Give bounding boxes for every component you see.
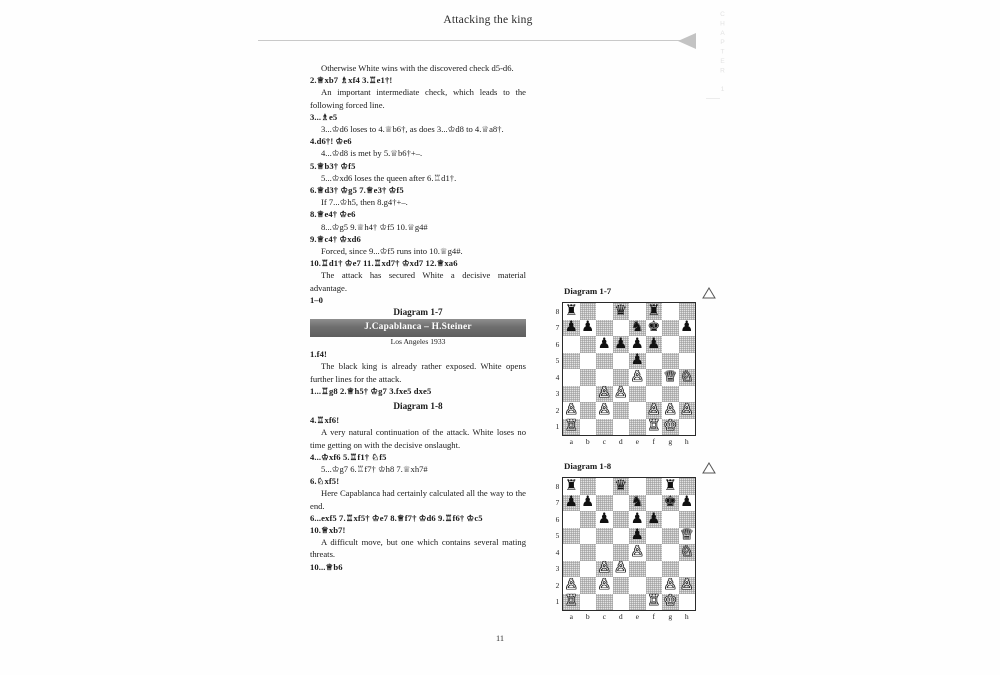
move-line: 6.♕d3† ♔g5 7.♕e3† ♔f5 [310,185,404,196]
square-a7 [563,495,580,512]
square-e5 [629,353,646,370]
piece-wp: ♙ [597,385,611,401]
square-e6 [629,511,646,528]
move-line: 2.♕xb7 ♗xf4 3.♖e1†! [310,75,393,86]
commentary-paragraph: The attack has secured White a decisive material advantage. [310,270,526,293]
move-line: 1...♖g8 2.♕h5† ♔g7 3.fxe5 dxe5 [310,385,432,396]
square-a4 [563,544,580,561]
piece-bp: ♟ [630,527,644,543]
square-f6 [646,511,663,528]
piece-wr: ♖ [564,593,578,609]
square-h4 [679,369,696,386]
square-h4 [679,544,696,561]
square-d6 [613,511,630,528]
square-b1 [580,419,597,436]
text-column [310,62,526,573]
square-e2 [629,577,646,594]
file-label: g [668,437,673,446]
square-h6 [679,511,696,528]
square-b2 [580,577,597,594]
rank-label: 8 [555,306,560,316]
square-d5 [613,528,630,545]
piece-bp: ♟ [647,510,661,527]
move-line: 8.♕e4† ♔e6 [310,209,356,220]
piece-wq: ♕ [680,527,694,543]
square-e8 [629,478,646,495]
rank-label: 6 [555,339,560,349]
piece-bp: ♟ [614,335,628,352]
page-number: 11 [495,634,505,643]
piece-wr: ♖ [647,418,661,434]
piece-bp: ♟ [564,494,578,510]
square-h2 [679,402,696,419]
square-c3 [596,561,613,578]
square-g1 [662,419,679,436]
square-c4 [596,369,613,386]
diagram-caption: Diagram 1-8 [393,401,443,412]
square-g1 [662,594,679,611]
move-line: 6.♘xf5! [310,476,340,487]
square-g8 [662,478,679,495]
square-f7 [646,495,663,512]
piece-wn: ♘ [680,543,694,560]
piece-wp: ♙ [564,576,578,593]
square-c6 [596,511,613,528]
square-a7 [563,320,580,337]
rank-labels [553,303,562,435]
square-c5 [596,353,613,370]
commentary-paragraph: An important intermediate check, which leads to the following forced line. [310,87,526,110]
square-f7 [646,320,663,337]
square-h7 [679,495,696,512]
square-a5 [563,353,580,370]
square-d4 [613,369,630,386]
commentary-paragraph: A difficult move, but one which contains several mating threats. [310,537,526,560]
piece-wp: ♙ [597,576,611,593]
square-b4 [580,544,597,561]
rank-label: 7 [555,498,560,508]
piece-br: ♜ [564,477,578,494]
piece-wn: ♘ [680,368,694,385]
piece-wp: ♙ [663,576,677,593]
square-e6 [629,336,646,353]
variation-line: 5...♔xd6 loses the queen after 6.♖d1†. [321,172,457,183]
square-c4 [596,544,613,561]
square-e7 [629,320,646,337]
square-c7 [596,320,613,337]
square-b6 [580,336,597,353]
square-h5 [679,528,696,545]
move-line: 4.d6†! ♔e6 [310,136,352,147]
commentary-paragraph: The black king is already rather exposed. White opens further lines for the attack. [310,361,526,384]
square-a3 [563,386,580,403]
rank-label: 2 [555,580,560,590]
square-g4 [662,544,679,561]
piece-wr: ♖ [647,593,661,609]
square-h5 [679,353,696,370]
piece-wp: ♙ [614,560,628,576]
file-label: h [684,437,689,446]
piece-bp: ♟ [630,335,644,352]
square-e3 [629,386,646,403]
square-b5 [580,353,597,370]
square-h8 [679,303,696,320]
chess-diagram-1-7 [555,286,704,451]
square-h3 [679,386,696,403]
file-labels [563,612,697,626]
square-f2 [646,577,663,594]
piece-bp: ♟ [581,494,595,510]
square-g7 [662,320,679,337]
square-a2 [563,577,580,594]
square-b2 [580,402,597,419]
square-c8 [596,303,613,320]
variation-line: 4...♔d8 is met by 5.♕b6†+–. [321,148,423,159]
square-f3 [646,386,663,403]
square-f8 [646,303,663,320]
piece-bp: ♟ [630,352,644,368]
square-d2 [613,402,630,419]
square-d8 [613,478,630,495]
piece-wp: ♙ [614,385,628,401]
piece-wk: ♔ [663,593,677,609]
rank-label: 3 [555,389,560,399]
square-a3 [563,561,580,578]
diagram-caption: Diagram 1-7 [393,307,443,318]
piece-bp: ♟ [564,319,578,335]
move-line: 4...♔xf6 5.♖f1† ♘f5 [310,451,387,462]
variation-line: 5...♔g7 6.♖f7† ♔h8 7.♕xh7# [321,463,428,474]
file-label: e [635,612,639,621]
chess-diagram-1-8 [555,461,704,626]
piece-wp: ♙ [663,401,677,418]
file-label: d [618,612,623,621]
square-c1 [596,594,613,611]
piece-bp: ♟ [597,510,611,527]
piece-bk: ♚ [647,319,661,335]
square-d4 [613,544,630,561]
variation-line: If 7...♔h5, then 8.g4†+–. [321,197,408,208]
square-f5 [646,353,663,370]
square-e8 [629,303,646,320]
commentary-paragraph: Here Capablanca had certainly calculated all the way to the end. [310,488,526,511]
rank-label: 6 [555,514,560,524]
square-f2 [646,402,663,419]
square-b1 [580,594,597,611]
square-a6 [563,336,580,353]
square-c3 [596,386,613,403]
rank-label: 5 [555,531,560,541]
rank-label: 3 [555,564,560,574]
square-a1 [563,594,580,611]
square-g6 [662,511,679,528]
game-result: 1–0 [310,294,323,305]
board-wrapper [555,477,696,626]
square-f4 [646,544,663,561]
square-d5 [613,353,630,370]
piece-bn: ♞ [630,319,644,335]
chapter-tab-rule [706,98,720,99]
piece-wp: ♙ [680,401,694,418]
square-a8 [563,303,580,320]
piece-wp: ♙ [647,401,661,418]
file-label: c [602,612,606,621]
square-g4 [662,369,679,386]
variation-line: Forced, since 9...♔f5 runs into 10.♕g4#. [321,246,463,257]
square-f1 [646,594,663,611]
board-wrapper [555,302,696,451]
piece-wp: ♙ [597,401,611,418]
rank-label: 1 [555,597,560,607]
file-label: f [652,612,656,621]
rank-label: 1 [555,422,560,432]
square-h3 [679,561,696,578]
piece-wk: ♔ [663,418,677,434]
square-c2 [596,577,613,594]
piece-bq: ♛ [614,477,628,494]
variation-line: 8...♔g5 9.♕h4† ♔f5 10.♕g4# [321,221,428,232]
commentary-paragraph: Otherwise White wins with the discovered check d5-d6. [321,63,514,73]
diagram-header [562,461,704,477]
square-g6 [662,336,679,353]
square-g7 [662,495,679,512]
game-venue: Los Angeles 1933 [390,337,446,347]
move-line: 4.♖xf6! [310,415,340,426]
move-line: 10...♕b6 [310,561,343,572]
header-rule [258,40,682,41]
square-b4 [580,369,597,386]
piece-bp: ♟ [680,494,694,510]
square-f4 [646,369,663,386]
diagram-header [562,286,704,302]
rank-label: 4 [555,372,560,382]
square-e4 [629,544,646,561]
square-a2 [563,402,580,419]
file-label: d [618,437,623,446]
move-line: 1.f4! [310,349,327,360]
file-label: c [602,437,606,446]
square-a6 [563,511,580,528]
variation-line: 3...♔d6 loses to 4.♕b6†, as does 3...♔d8 to 4.♕a8†. [321,124,504,135]
square-d1 [613,594,630,611]
square-c7 [596,495,613,512]
rank-label: 2 [555,405,560,415]
square-f5 [646,528,663,545]
rank-label: 8 [555,481,560,491]
square-h2 [679,577,696,594]
rank-label: 5 [555,356,560,366]
move-line: 10.♖d1† ♔e7 11.♖xd7† ♔xd7 12.♕xa6 [310,258,458,269]
square-d7 [613,495,630,512]
square-g3 [662,561,679,578]
move-line: 10.♕xb7! [310,524,346,535]
file-label: b [585,437,590,446]
chess-board [562,302,696,436]
file-label: g [668,612,673,621]
square-g5 [662,353,679,370]
square-f1 [646,419,663,436]
square-e1 [629,419,646,436]
square-e5 [629,528,646,545]
piece-bp: ♟ [680,319,694,335]
square-c8 [596,478,613,495]
piece-wp: ♙ [597,560,611,576]
piece-bp: ♟ [647,335,661,352]
square-g8 [662,303,679,320]
commentary-paragraph: A very natural continuation of the attack. White loses no time getting on with the decisive onslaught. [310,427,526,450]
piece-bp: ♟ [630,510,644,527]
move-line: 9.♕c4† ♔xd6 [310,233,361,244]
rank-labels [553,478,562,610]
square-f6 [646,336,663,353]
file-label: h [684,612,689,621]
square-g3 [662,386,679,403]
file-label: b [585,612,590,621]
square-e2 [629,402,646,419]
square-e1 [629,594,646,611]
square-c1 [596,419,613,436]
square-e3 [629,561,646,578]
rank-label: 7 [555,323,560,333]
square-b7 [580,495,597,512]
move-line: 6...exf5 7.♖xf5† ♔e7 8.♕f7† ♔d6 9.♖f6† ♔c5 [310,512,483,523]
move-line: 5.♕b3† ♔f5 [310,160,356,171]
square-e7 [629,495,646,512]
move-line: 3...♗e5 [310,111,338,122]
square-h6 [679,336,696,353]
piece-br: ♜ [564,302,578,319]
chapter-tab-label: CHAPTER 1 [719,10,726,96]
piece-bk: ♚ [663,494,677,510]
square-a5 [563,528,580,545]
square-a8 [563,478,580,495]
chess-board [562,477,696,611]
piece-br: ♜ [647,302,661,319]
piece-wr: ♖ [564,418,578,434]
file-labels [563,437,697,451]
square-g2 [662,402,679,419]
piece-wp: ♙ [630,368,644,385]
square-h1 [679,594,696,611]
square-b3 [580,386,597,403]
square-f3 [646,561,663,578]
piece-bn: ♞ [630,494,644,510]
square-d8 [613,303,630,320]
piece-wp: ♙ [630,543,644,560]
square-d6 [613,336,630,353]
file-label: a [569,437,573,446]
game-title-banner: J.Capablanca – H.Steiner [310,319,526,337]
square-f8 [646,478,663,495]
piece-wp: ♙ [680,576,694,593]
square-b6 [580,511,597,528]
piece-br: ♜ [663,477,677,494]
square-b8 [580,478,597,495]
file-label: f [652,437,656,446]
file-label: a [569,612,573,621]
piece-bp: ♟ [581,319,595,335]
square-d3 [613,561,630,578]
square-a4 [563,369,580,386]
square-c2 [596,402,613,419]
square-g5 [662,528,679,545]
square-c5 [596,528,613,545]
diagram-title: Diagram 1-8 [564,461,612,471]
square-d2 [613,577,630,594]
square-b3 [580,561,597,578]
piece-wq: ♕ [663,368,677,385]
square-d7 [613,320,630,337]
square-b8 [580,303,597,320]
square-h8 [679,478,696,495]
file-label: e [635,437,639,446]
diagram-title: Diagram 1-7 [564,286,612,296]
piece-bq: ♛ [614,302,628,319]
square-c6 [596,336,613,353]
square-g2 [662,577,679,594]
square-d3 [613,386,630,403]
piece-bp: ♟ [597,335,611,352]
square-a1 [563,419,580,436]
square-b7 [580,320,597,337]
running-header: Attacking the king [443,14,533,26]
square-h1 [679,419,696,436]
square-e4 [629,369,646,386]
rank-label: 4 [555,547,560,557]
header-arrow-marker [678,33,696,49]
square-d1 [613,419,630,436]
piece-wp: ♙ [564,401,578,418]
square-h7 [679,320,696,337]
square-b5 [580,528,597,545]
